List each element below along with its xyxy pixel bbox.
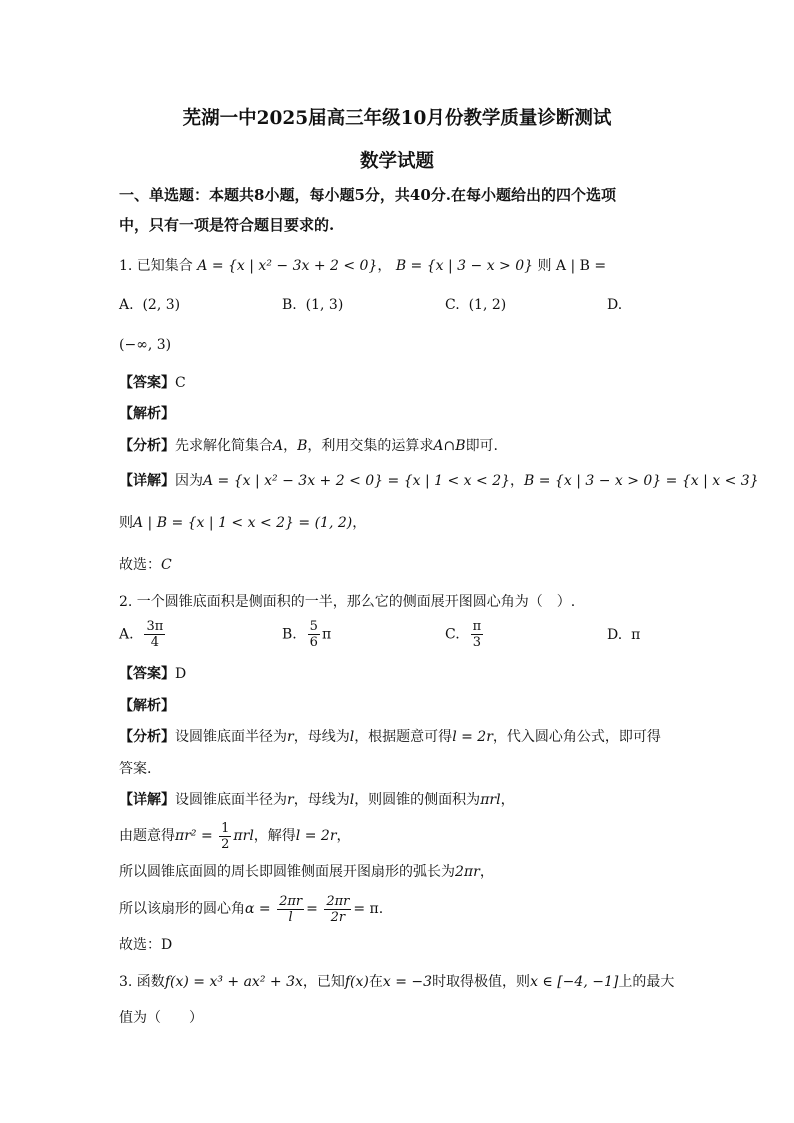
q3-stem-line2: 值为（ ） — [119, 1010, 203, 1026]
exam-title: 芜湖一中2025届高三年级10月份教学质量诊断测试 — [182, 108, 612, 129]
q1-analysis-label: 【解析】 — [119, 406, 175, 422]
q2-fenxi: 【分析】设圆锥底面半径为r，母线为l，根据题意可得l = 2r，代入圆心角公式，即可得 — [119, 729, 661, 745]
q2-result: 故选：D — [119, 937, 173, 953]
q2-analysis-label: 【解析】 — [119, 698, 175, 714]
q1-xiangjie: 【详解】因为A = {x | x² − 3x + 2 < 0} = {x | 1 < x < 2}，B = {x | 3 − x > 0} = {x | x < 3} — [119, 473, 759, 489]
q3-stem: 3. 函数f(x) = x³ + ax² + 3x，已知f(x)在x = −3时取得极值，则x ∈ [−4, −1]上的最大 — [119, 974, 675, 990]
q2-option-d: D. π — [607, 627, 641, 643]
q1-set-b: B = {x | 3 − x > 0} — [395, 258, 534, 274]
q1-option-c: C. (1, 2) — [445, 297, 507, 313]
q2-option-b: B. $\frac{5}{6}$ π — [282, 619, 332, 650]
q1-set-a: A = {x | x² − 3x + 2 < 0} — [197, 258, 378, 274]
section-heading-line1: 一、单选题：本题共8小题，每小题5分，共40分.在每小题给出的四个选项 — [119, 186, 616, 204]
q1-option-d-label: D. — [607, 297, 623, 313]
q2-fenxi-line2: 答案. — [119, 761, 152, 777]
q1-stem: 1. 已知集合 A = {x | x² − 3x + 2 < 0}， B = {x | 3 − x > 0} 则 A | B = — [119, 258, 607, 274]
q2-option-a: A. $\frac{3\pi}{4}$ — [119, 619, 164, 650]
q1-option-d-value: (−∞, 3) — [119, 337, 172, 353]
q2-condition: 由题意得πr² = $\frac{1}{2}$ πrl，解得l = 2r， — [119, 820, 351, 852]
q2-arc: 所以圆锥底面圆的周长即圆锥侧面展开图扇形的弧长为2πr， — [119, 864, 494, 880]
q1-option-a: A. (2, 3) — [119, 297, 181, 313]
q1-then: 则A | B = {x | 1 < x < 2} = (1, 2)， — [119, 515, 367, 531]
exam-subtitle: 数学试题 — [359, 151, 434, 172]
q2-stem: 2. 一个圆锥底面积是侧面积的一半，那么它的侧面展开图圆心角为（ ）. — [119, 594, 576, 610]
q1-option-b: B. (1, 3) — [282, 297, 344, 313]
q1-fenxi: 【分析】先求解化简集合A，B，利用交集的运算求A∩B即可. — [119, 438, 499, 454]
q2-angle: 所以该扇形的圆心角α = $\frac{2\pi r}{l}$ = $\frac{2\pi r}{2r}$ = π. — [119, 893, 384, 925]
section-heading-line2: 中，只有一项是符合题目要求的. — [119, 216, 335, 234]
q1-result: 故选：C — [119, 557, 172, 573]
q1-answer: 【答案】C — [119, 375, 186, 391]
q2-option-c: C. $\frac{\pi}{3}$ — [445, 619, 482, 650]
q2-xiangjie: 【详解】设圆锥底面半径为r，母线为l，则圆锥的侧面积为πrl， — [119, 792, 515, 808]
q2-answer: 【答案】D — [119, 666, 187, 682]
q1-ask: 则 A | B = — [537, 258, 607, 274]
